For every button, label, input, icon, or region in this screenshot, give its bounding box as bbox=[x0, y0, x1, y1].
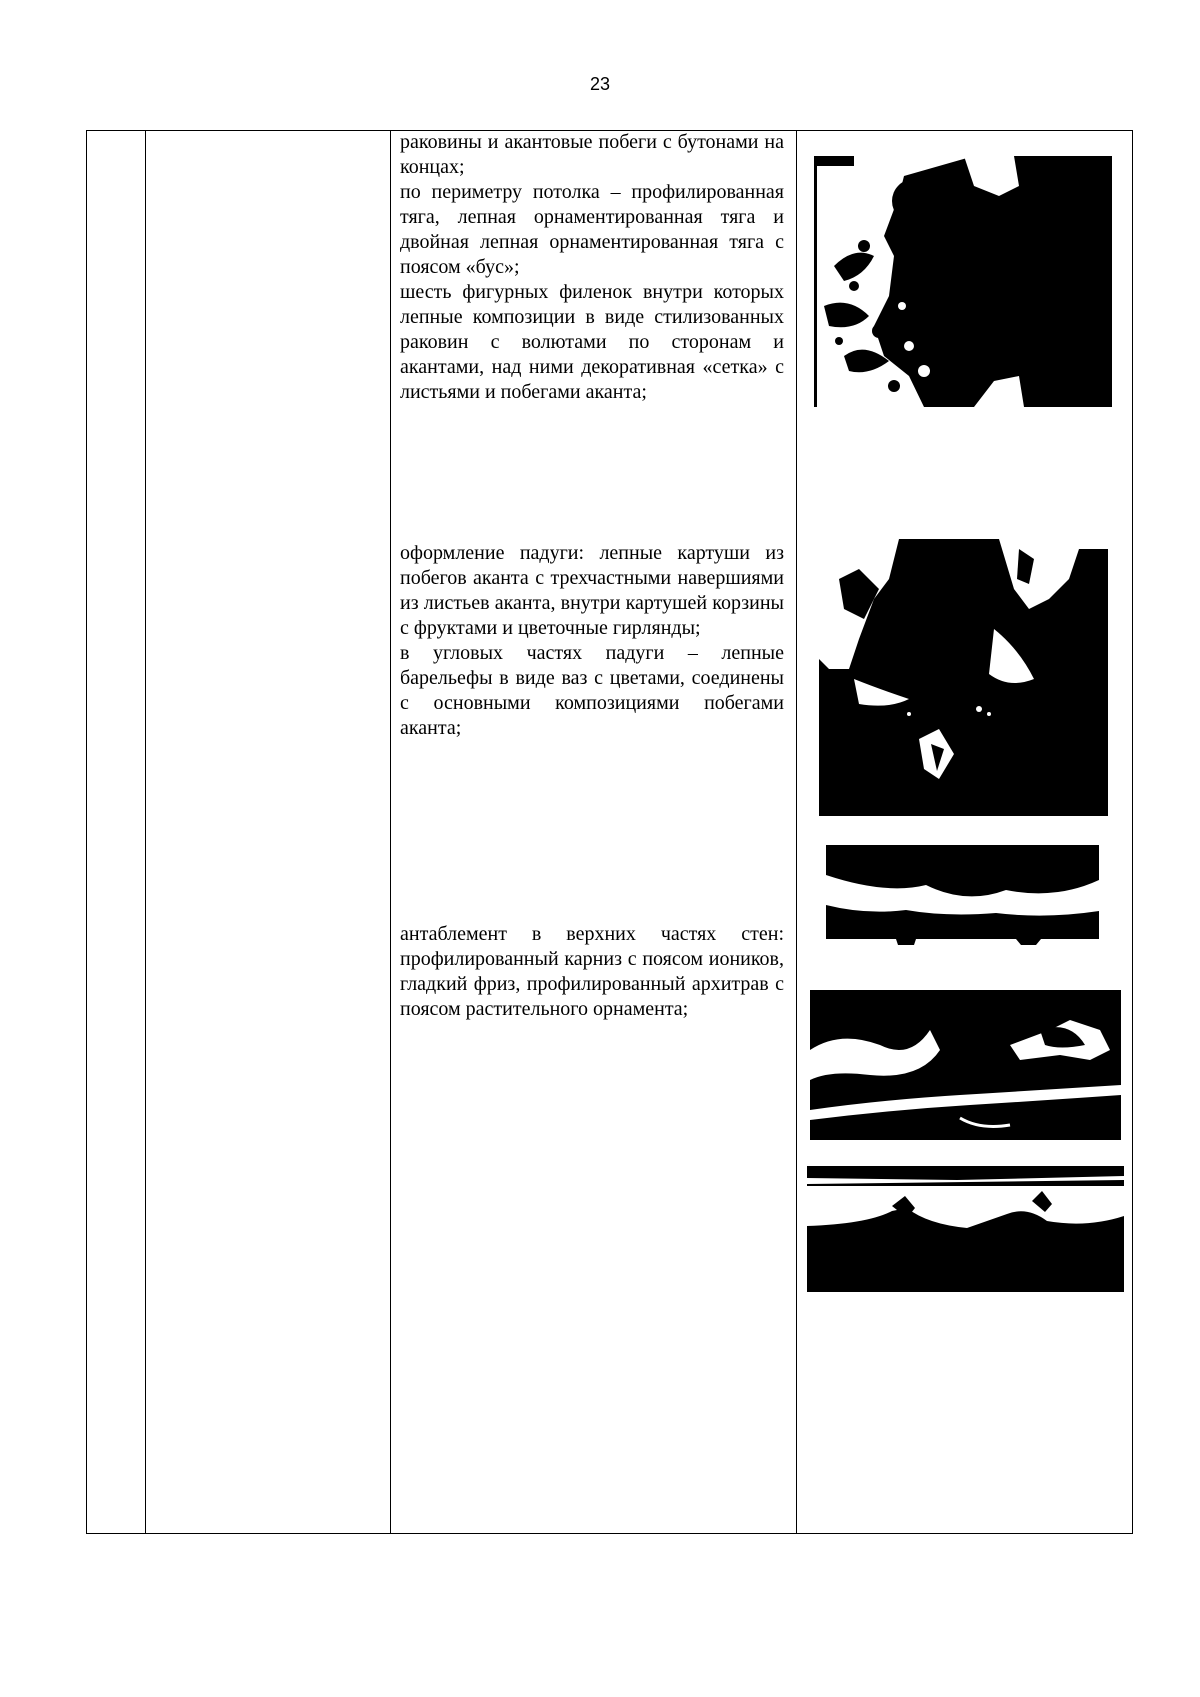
entablature-photo-2 bbox=[810, 990, 1121, 1140]
column-divider-2 bbox=[390, 131, 391, 1533]
entablature-photo-3 bbox=[807, 1166, 1124, 1292]
entablature-photo-1 bbox=[826, 845, 1099, 945]
description-paragraph: по периметру потолка – профилированная тяга, лепная орнаментированная тяга и двойная лепная орнаментированная тяга с поясом «бус»; bbox=[400, 181, 784, 278]
description-paragraph: антаблемент в верхних частях стен: профилированный карниз с поясом иоников, гладкий фриз, профилированный архитрав с поясом растительного орнамента; bbox=[400, 923, 784, 1020]
description-paragraph: раковины и акантовые побеги с бутонами на концах; bbox=[400, 131, 784, 178]
page-number: 23 bbox=[589, 74, 611, 94]
description-paragraph: оформление падуги: лепные картуши из побегов аканта с трехчастными навершиями из листьев аканта, внутри картушей корзины с фруктами и цветочные гирлянды; bbox=[400, 542, 784, 639]
padug-cartouche-photo bbox=[819, 539, 1108, 816]
description-paragraph: шесть фигурных филенок внутри которых лепные композиции в виде стилизованных раковин с волютами по сторонам и акантами, над ними декоративная «сетка» с листьями и побегами аканта; bbox=[400, 281, 784, 403]
column-divider-3 bbox=[796, 131, 797, 1533]
description-cell-ceiling bbox=[400, 130, 784, 405]
description-cell-padug bbox=[400, 541, 784, 741]
column-divider-1 bbox=[145, 131, 146, 1533]
description-paragraph: в угловых частях падуги – лепные барельефы в виде ваз с цветами, соединены с основными композициями побегами аканта; bbox=[400, 642, 784, 739]
description-cell-entablature bbox=[400, 922, 784, 1022]
ceiling-stucco-photo bbox=[814, 156, 1112, 407]
